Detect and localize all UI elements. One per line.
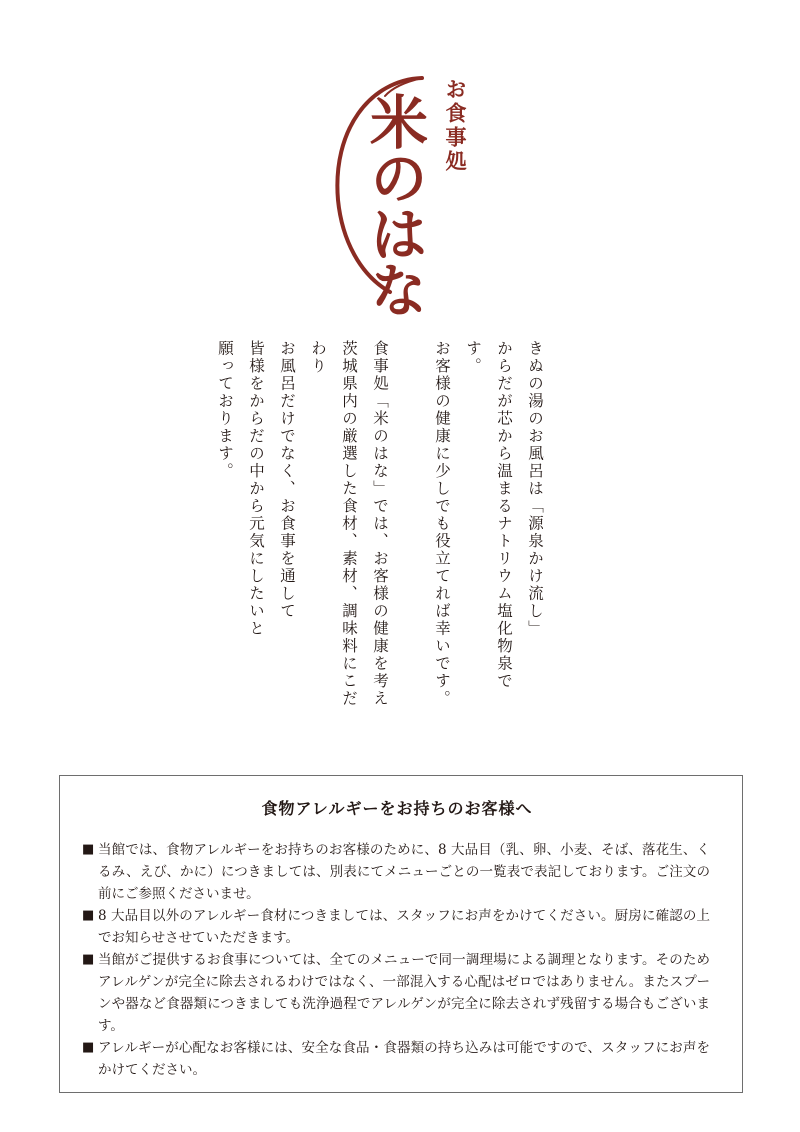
paragraph-gap (395, 340, 426, 341)
intro-line: お客様の健康に少しでも役立てれば幸いです。 (433, 340, 451, 708)
allergy-notice-text: 当館がご提供するお食事については、全てのメニューで同一調理場による調理となります。そのためアレルゲンが完全に除去されるわけではなく、一部混入する心配はゼロではありません。またスプーンや器など食器類につきましても洗浄過程でアレルゲンが完全に除去されず残留する場合もございます。 (98, 952, 710, 1034)
intro-line: 茨城県内の厳選した食材、素材、調味料にこだわり (309, 340, 358, 708)
list-item (84, 905, 710, 949)
allergy-notice-text: アレルギーが心配なお客様には、安全な食品・食器類の持ち込みは可能ですので、スタッフにお声をかけてください。 (98, 1040, 710, 1078)
allergy-notice-text: 当館では、食物アレルギーをお持ちのお客様のために、8 大品目（乳、卵、小麦、そば、落花生、くるみ、えび、かに）につきましては、別表にてメニューごとの一覧表で表記しております。ご注文の前にご参照くださいませ。 (98, 842, 710, 902)
intro-line: 食事処「米のはな」では、お客様の健康を考え (371, 340, 389, 708)
square-bullet-icon: ■ (82, 908, 95, 923)
intro-line: きぬの湯のお風呂は「源泉かけ流し」 (526, 340, 544, 638)
list-item (84, 839, 710, 905)
intro-line: 皆様をからだの中から元気にしたいと (247, 340, 265, 638)
allergy-notice-list (84, 839, 710, 1081)
allergy-notice-title: 食物アレルギーをお持ちのお客様へ (261, 799, 533, 818)
intro-line: お風呂だけでなく、お食事を通して (278, 340, 296, 620)
allergy-notice-box (59, 775, 743, 1093)
intro-line: 願っております。 (216, 340, 234, 480)
logo-name: 米のはな (360, 92, 428, 316)
list-item (84, 949, 710, 1037)
intro-text (209, 340, 550, 720)
list-item (84, 1037, 710, 1081)
intro-line: からだが芯から温まるナトリウム塩化物泉です。 (464, 340, 513, 690)
square-bullet-icon: ■ (82, 952, 95, 967)
square-bullet-icon: ■ (82, 1040, 95, 1055)
allergy-notice-text: 8 大品目以外のアレルギー食材につきましては、スタッフにお声をかけてください。厨房に確認の上でお知らせさせていただきます。 (98, 908, 710, 946)
logo-tagline: お食事処 (443, 78, 468, 174)
square-bullet-icon: ■ (82, 842, 95, 857)
